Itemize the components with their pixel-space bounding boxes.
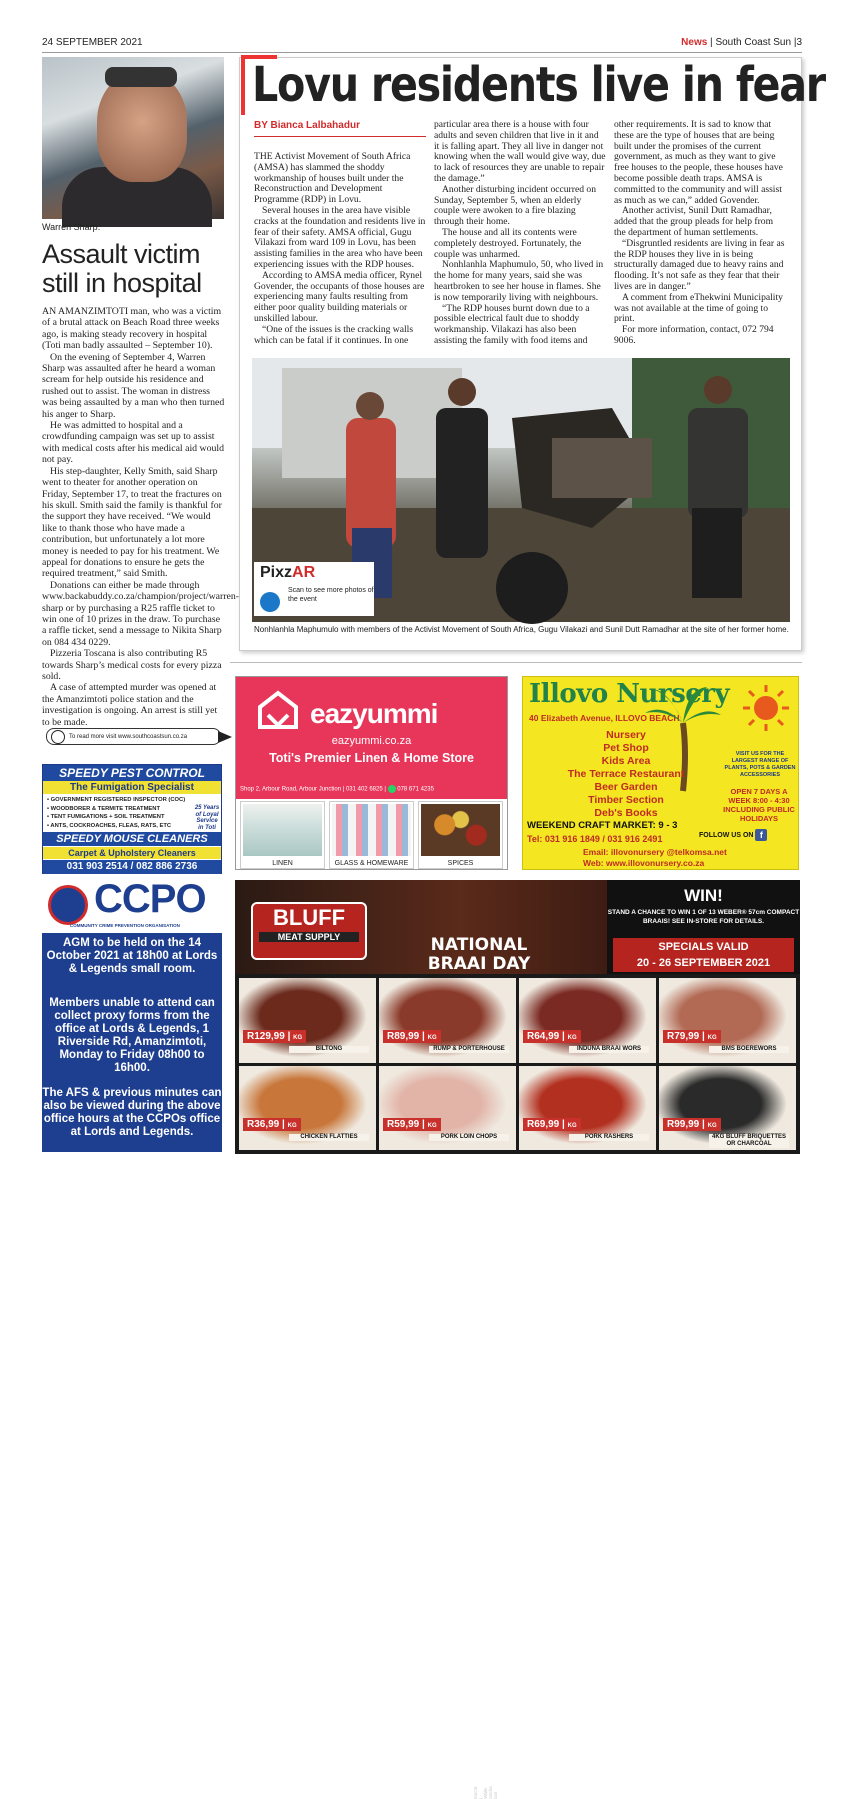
assault-headline: Assault victim still in hospital [42, 239, 202, 298]
illovo-phone: Tel: 031 916 1849 / 031 916 2491 [527, 834, 663, 844]
product-spices: SPICES [418, 801, 503, 869]
pixzar-badge[interactable] [254, 562, 374, 616]
product-name: CHICKEN FLATTIES [289, 1134, 369, 1141]
craft-market-times: WEEKEND CRAFT MARKET: 9 - 3 [527, 820, 678, 831]
illovo-nursery-ad[interactable] [522, 676, 799, 870]
eoe-note: E&OE | While stocks last [473, 1785, 498, 1799]
service-item: • ANTS, COCKROACHES, FLEAS, RATS, ETC [47, 822, 172, 829]
service-item: • GOVERNMENT REGISTERED INSPECTOR (COC) [47, 797, 186, 803]
service-item: The Terrace Restaurant [567, 768, 685, 780]
product-card[interactable] [519, 1066, 656, 1151]
service-item: Timber Section [588, 794, 664, 806]
pixzar-logo: PixzAR [260, 564, 316, 581]
illovo-hours: OPEN 7 DAYS A WEEK 8:00 - 4:30 INCLUDING PUBLIC HOLIDAYS [723, 787, 795, 823]
eazyummi-logo [256, 691, 486, 731]
eazyummi-url: eazyummi.co.za [331, 735, 412, 747]
ccpo-fullname: COMMUNITY CRIME PREVENTION ORGANISATION [70, 923, 180, 928]
product-grid [239, 978, 796, 1150]
follow-us[interactable]: FOLLOW US ON f [699, 829, 767, 841]
ccpo-afs: The AFS & previous minutes can also be viewed during the above office hours at the CCPOs office at Lords and Legends. [42, 1087, 222, 1138]
ccpo-badge-icon [48, 885, 88, 925]
illovo-email: Email: illovonursery @telkomsa.net [583, 847, 727, 857]
pest-services [47, 796, 185, 830]
illovo-address: 40 Elizabeth Avenue, ILLOVO BEACH [529, 713, 680, 723]
paragraph: Another activist, Sunil Dutt Ramadhar, added that the group pleads for help from the department of human settlements. [614, 205, 774, 238]
paragraph: Nonhlanhla Maphumulo, 50, who lived in the home for many years, said she was heartbroken to see her house in flames. She is now temporarily living with neighbours. [434, 259, 604, 303]
paragraph: A case of attempted murder was opened at the Amanzimtoti police station and the investigation is ongoing. An arrest is still yet to be made. [42, 682, 218, 728]
paragraph: particular area there is a house with four adults and seven children that live in it and it is falling apart. They all live in danger not knowing when the wall would give way, due to lack of resources they are unable to repair the damage.” [434, 119, 606, 184]
paragraph: THE Activist Movement of South Africa (AMSA) has slammed the shoddy workmanship of houses built under the Reconstruction and Development Programme (RDP) in Lovu. [254, 151, 411, 206]
paragraph: AN AMANZIMTOTI man, who was a victim of a brutal attack on Beach Road three weeks ago, is making steady recovery in hospital (Toti man badly assaulted – September 10). [42, 306, 222, 352]
house-logo-icon [256, 691, 486, 731]
pest-years-badge: 25 Years of Loyal Service in Toti [194, 805, 220, 831]
paragraph: His step-daughter, Kelly Smith, said Sharp went to theater for another operation on Friday, September 17, to treat the fractures on his skull. Smith said the family is thankful for the support they have received. “We would like to thank those who have made a contribution, but unfortunately a lot more money is needed to pay for his treatment. We appeal for donations to ensure he gets the required treatment,” said Smith. [42, 465, 222, 580]
paragraph: “Disgruntled residents are living in fear as the RDP houses they live in is being structurally damaged due to heavy rains and flooding. It’s not safe as they fear that their lives are in danger.” [614, 237, 785, 292]
warren-sharp-photo [42, 57, 224, 219]
assault-article-body [42, 306, 240, 728]
product-card[interactable] [239, 1066, 376, 1151]
header-rule [42, 52, 802, 53]
svg-text:eazyummi: eazyummi [310, 698, 438, 729]
lovu-photo-caption: Nonhlanhla Maphumulo with members of the Activist Movement of South Africa, Gugu Vilakazi and Sunil Dutt Ramadhar at the site of her former home. [254, 625, 789, 634]
paragraph: According to AMSA media officer, Rynel Govender, the occupants of those houses are experiencing many faults resulting from either poor quality building materials or unskilled labour. [254, 269, 425, 324]
paragraph: Pizzeria Toscana is also contributing R5 towards Sharp’s medical costs for every pizza sold. [42, 648, 222, 682]
product-name: PORK LOIN CHOPS [429, 1134, 509, 1141]
product-name: PORK RASHERS [569, 1134, 649, 1141]
speedy-pest-ad[interactable] [42, 764, 222, 874]
paragraph: other requirements. It is sad to know that these are the type of houses that are being built under the promises of the current government, as much as they want to give free houses to the people, these houses have become possible death traps. AMSA is committed to the community and will assist as much as we can,” added Govender. [614, 119, 783, 206]
paragraph: “The RDP houses burnt down due to a possible electrical fault due to shoddy workmanship. Vilakazi has also been assisting the family with food items and [434, 302, 590, 346]
price-tag: R59,99 | KG [383, 1118, 441, 1131]
lovu-column-1 [254, 152, 426, 346]
product-name: 4KG BLUFF BRIQUETTES OR CHARCOAL [709, 1134, 789, 1148]
pixzar-scan-text: Scan to see more photos of the event [288, 587, 374, 603]
pest-title: SPEEDY PEST CONTROL [43, 765, 221, 781]
facebook-icon: f [755, 829, 767, 841]
paragraph: On the evening of September 4, Warren Sharp was assaulted after he heard a woman scream for help outside his residence and rushed out to assist. The woman in distress was being assaulted by a man who then turned his anger to Sharp. [42, 351, 225, 420]
product-card[interactable] [659, 1066, 796, 1151]
service-item: Nursery [606, 729, 646, 741]
section-label: News | South Coast Sun |3 [681, 37, 802, 48]
eazyummi-tagline: Toti's Premier Linen & Home Store [269, 751, 474, 765]
globe-icon [51, 730, 65, 744]
price-tag: R69,99 | KG [523, 1118, 581, 1131]
win-panel [607, 880, 800, 974]
win-details: STAND A CHANCE TO WIN 1 OF 13 WEBER® 57cm COMPACT BRAAIS! SEE IN-STORE FOR DETAILS. [607, 909, 800, 925]
price-tag: R129,99 | KG [243, 1030, 306, 1043]
product-name: BMS BOEREWORS [709, 1046, 789, 1053]
price-tag: R89,99 | KG [383, 1030, 441, 1043]
pest-phone: 031 903 2514 / 082 886 2736 [43, 860, 221, 874]
page-header [42, 37, 802, 51]
camera-icon [260, 592, 280, 612]
illovo-services [531, 729, 721, 820]
service-item: Pet Shop [603, 742, 649, 754]
price-tag: R64,99 | KG [523, 1030, 581, 1043]
product-card[interactable] [379, 978, 516, 1063]
byline: BY Bianca Lalbahadur [254, 120, 360, 131]
win-heading: WIN! [684, 886, 723, 905]
sun-icon [741, 683, 791, 733]
byline-rule [254, 136, 426, 137]
paragraph: Several houses in the area have visible cracks at the foundation and residents live in fear of their safety. AMSA official, Gugu Vilakazi from ward 109 in Lovu, has been assisting families in the area who have been experiencing issues with the RDP houses. [254, 204, 426, 270]
product-card[interactable] [239, 978, 376, 1063]
product-name: INDUNA BRAAI WORS [569, 1046, 649, 1053]
bluff-meat-ad[interactable] [235, 880, 800, 1799]
eazyummi-banner [236, 677, 507, 799]
read-more-link[interactable]: To read more visit www.southcoastsun.co.za [46, 728, 221, 745]
accent-bar-vertical [241, 55, 245, 115]
paragraph: Donations can either be made through www.backabuddy.co.za/champion/project/warren-sharp or by purchasing a R25 raffle ticket to win one of 10 prizes in the draw. To purchase a raffle ticket, send a message to Nikita Sharp on 084 434 0229. [42, 579, 240, 648]
product-card[interactable] [379, 1066, 516, 1151]
section-divider [230, 662, 802, 663]
product-card[interactable] [519, 978, 656, 1063]
ccpo-notice[interactable] [42, 879, 222, 1152]
ccpo-hours: Monday to Friday 08h00 to 16h00. [59, 1049, 205, 1074]
lovu-column-3 [614, 120, 786, 347]
paragraph: He was admitted to hospital and a crowdfunding campaign was set up to assist with medical costs after his medical aid would not pay. [42, 420, 225, 466]
arrow-icon [218, 731, 232, 743]
illovo-title: Illovo Nursery [529, 679, 730, 709]
product-card[interactable] [659, 978, 796, 1063]
pest-subtitle: The Fumigation Specialist [43, 781, 221, 794]
paragraph: Another disturbing incident occurred on Sunday, September 5, when an elderly couple were awoken to a fire blazing through their home. [434, 183, 596, 228]
service-item: Deb's Books [594, 807, 658, 819]
whatsapp-icon [388, 785, 396, 793]
price-tag: R99,99 | KG [663, 1118, 721, 1131]
bluff-banner [235, 880, 800, 974]
paragraph: The house and all its contents were completely destroyed. Fortunately, the couple was unharmed. [434, 226, 582, 260]
illovo-range-note: VISIT US FOR THE LARGEST RANGE OF PLANTS, POTS & GARDEN ACCESSORIES [724, 751, 796, 778]
issue-date: 24 SEPTEMBER 2021 [42, 37, 143, 48]
ccpo-members: Members unable to attend can collect proxy forms from the office at Lords & Legends, 1 Riverside Rd, Amanzimtoti, [49, 997, 215, 1048]
lovu-column-2 [434, 120, 606, 347]
paragraph: For more information, contact, 072 794 9006. [614, 324, 774, 346]
paragraph: A comment from eThekwini Municipality was not available at the time of going to print. [614, 291, 783, 325]
eazyummi-ad[interactable] [235, 676, 508, 870]
specials-valid: SPECIALS VALID 20 - 26 SEPTEMBER 2021 [613, 938, 794, 972]
paragraph: “One of the issues is the cracking walls which can be fatal if it continues. In one [254, 323, 414, 346]
illovo-web: Web: www.illovonursery.co.za [583, 858, 705, 868]
carpet-cleaners: Carpet & Upholstery Cleaners [43, 847, 221, 859]
braai-day-title: NATIONAL BRAAI DAY [427, 935, 531, 974]
price-tag: R79,99 | KG [663, 1030, 721, 1043]
ccpo-name: CCPO [94, 877, 206, 921]
product-name: BILTONG [289, 1046, 369, 1053]
eazyummi-address: Shop 2, Arbour Road, Arbour Junction | 031 402 6825 | 078 671 4235 [240, 786, 434, 793]
service-item: Beer Garden [594, 781, 658, 793]
warren-photo-caption: Warren Sharp. [42, 222, 101, 232]
ccpo-agm: AGM to be held on the 14 October 2021 at 18h00 at Lords & Legends small room. [46, 937, 218, 975]
price-tag: R36,99 | KG [243, 1118, 301, 1131]
product-linen: LINEN [240, 801, 325, 869]
bluff-logo: BLUFF MEAT SUPPLY [251, 902, 367, 960]
ccpo-header [42, 879, 222, 933]
mouse-cleaners: SPEEDY MOUSE CLEANERS [43, 832, 221, 846]
service-item: Kids Area [601, 755, 651, 767]
product-name: RUMP & PORTERHOUSE [429, 1046, 509, 1053]
lovu-headline: Lovu residents live in fear [252, 57, 825, 113]
service-item: • WOODBORER & TERMITE TREATMENT [47, 805, 161, 812]
product-glass-homeware: GLASS & HOMEWARE [329, 801, 414, 869]
service-item: • TENT FUMIGATIONS + SOIL TREATMENT [47, 814, 165, 820]
illovo-contact [583, 847, 727, 869]
eazyummi-products [236, 801, 507, 869]
